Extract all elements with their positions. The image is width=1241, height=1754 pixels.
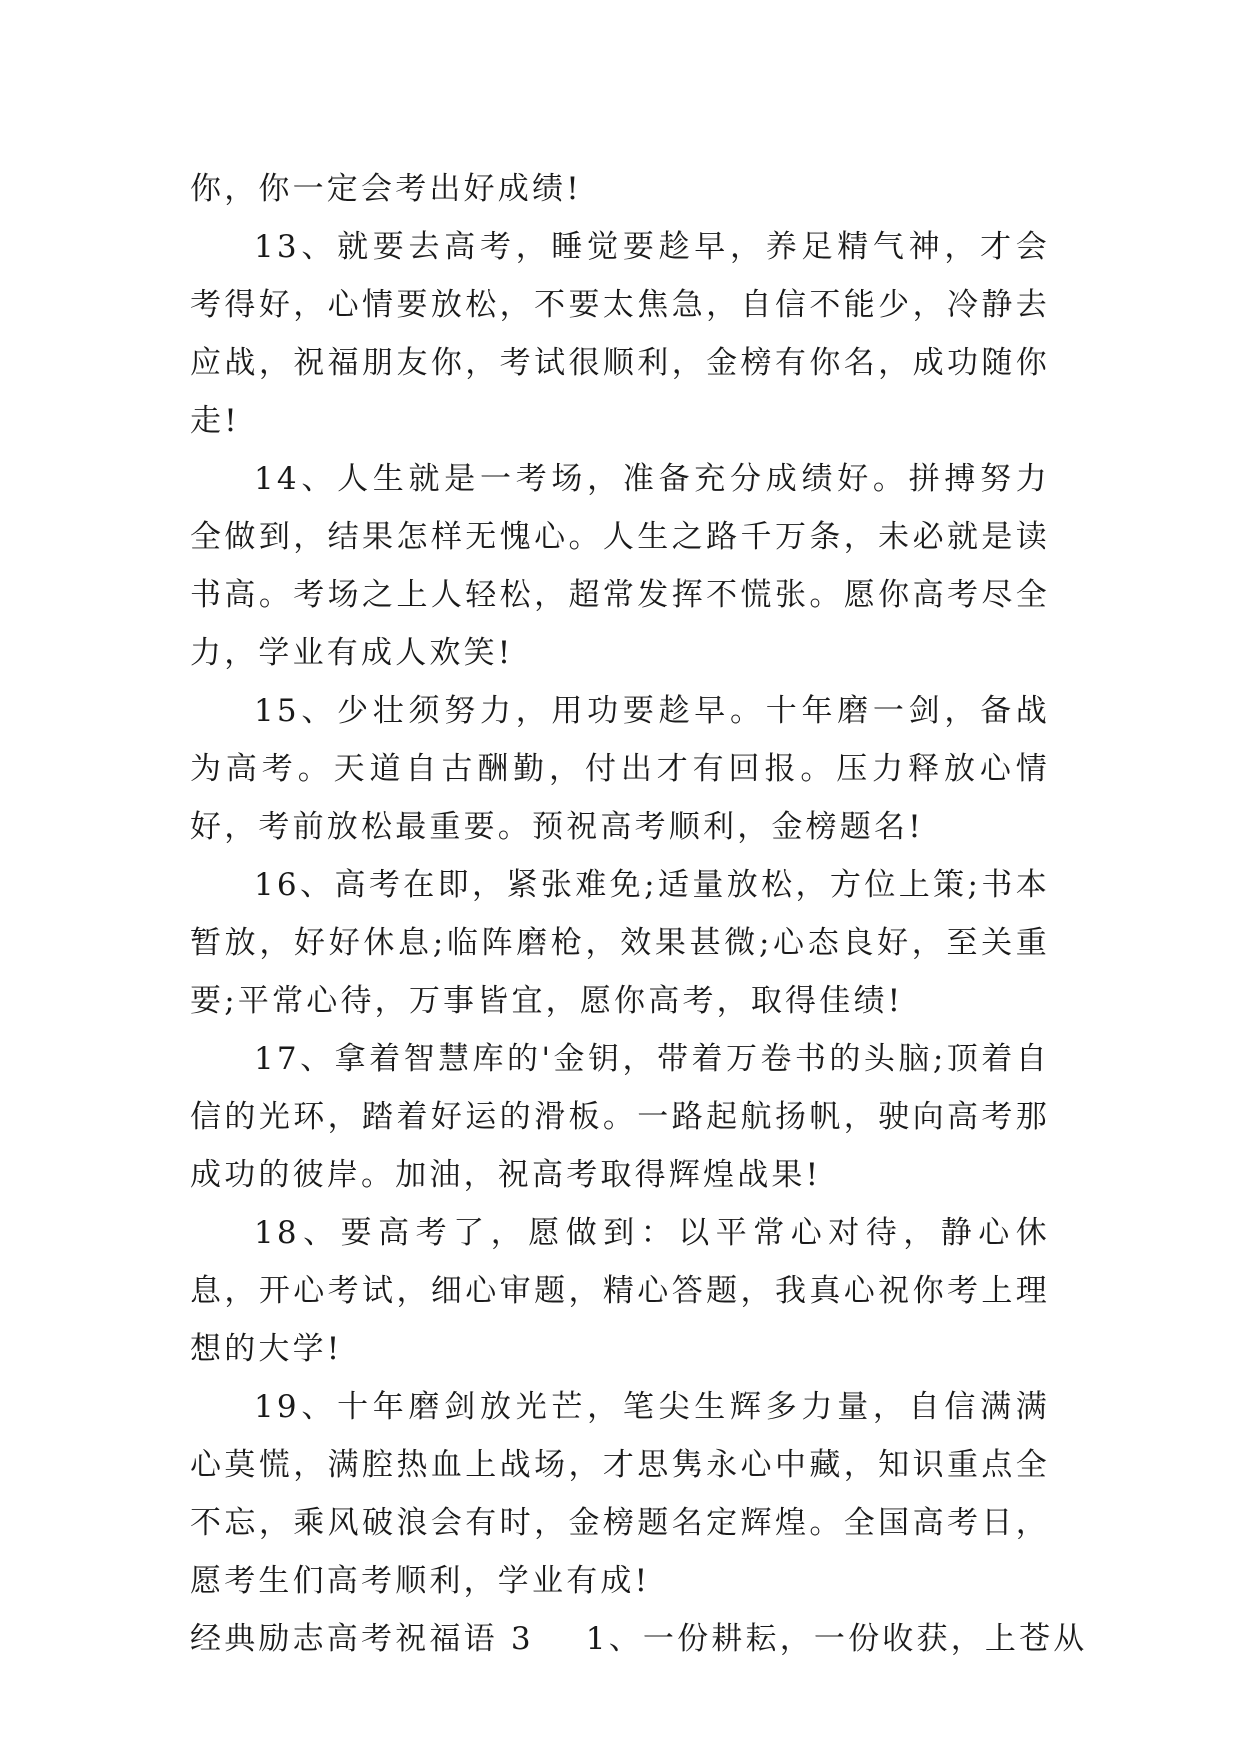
document-body xyxy=(190,160,1088,1668)
paragraph-15: 15、少壮须努力，用功要趁早。十年磨一剑，备战为高考。天道自古酬勤，付出才有回报。压力释放心情好，考前放松最重要。预祝高考顺利，金榜题名! xyxy=(190,693,1050,845)
paragraph-19: 19、十年磨剑放光芒，笔尖生辉多力量，自信满满心莫慌，满腔热血上战场，才思隽永心中藏，知识重点全不忘，乘风破浪会有时，金榜题名定辉煌。全国高考日，愿考生们高考顺利，学业有成! xyxy=(190,1389,1050,1599)
paragraph-13: 13、就要去高考，睡觉要趁早，养足精气神，才会考得好，心情要放松，不要太焦急，自信不能少，冷静去应战，祝福朋友你，考试很顺利，金榜有你名，成功随你走! xyxy=(190,229,1050,439)
paragraph-14: 14、人生就是一考场，准备充分成绩好。拼搏努力全做到，结果怎样无愧心。人生之路千万条，未必就是读书高。考场之上人轻松，超常发挥不慌张。愿你高考尽全力，学业有成人欢笑! xyxy=(190,461,1050,671)
section-line xyxy=(190,1610,1088,1668)
paragraph-16: 16、高考在即，紧张难免;适量放松，方位上策;书本暂放，好好休息;临阵磨枪，效果甚微;心态良好，至关重要;平常心待，万事皆宜，愿你高考，取得佳绩! xyxy=(190,867,1050,1019)
paragraph-continuation: 你，你一定会考出好成绩! xyxy=(190,171,582,207)
section-first-item: 1、一份耕耘，一份收获，上苍从 xyxy=(585,1621,1088,1657)
paragraph-18: 18、要高考了，愿做到：以平常心对待，静心休息，开心考试，细心审题，精心答题，我真心祝你考上理想的大学! xyxy=(190,1215,1050,1367)
paragraph-17: 17、拿着智慧库的'金钥，带着万卷书的头脑;顶着自信的光环，踏着好运的滑板。一路起航扬帆，驶向高考那成功的彼岸。加油，祝高考取得辉煌战果! xyxy=(190,1041,1050,1193)
section-heading: 经典励志高考祝福语 3 xyxy=(190,1621,534,1657)
